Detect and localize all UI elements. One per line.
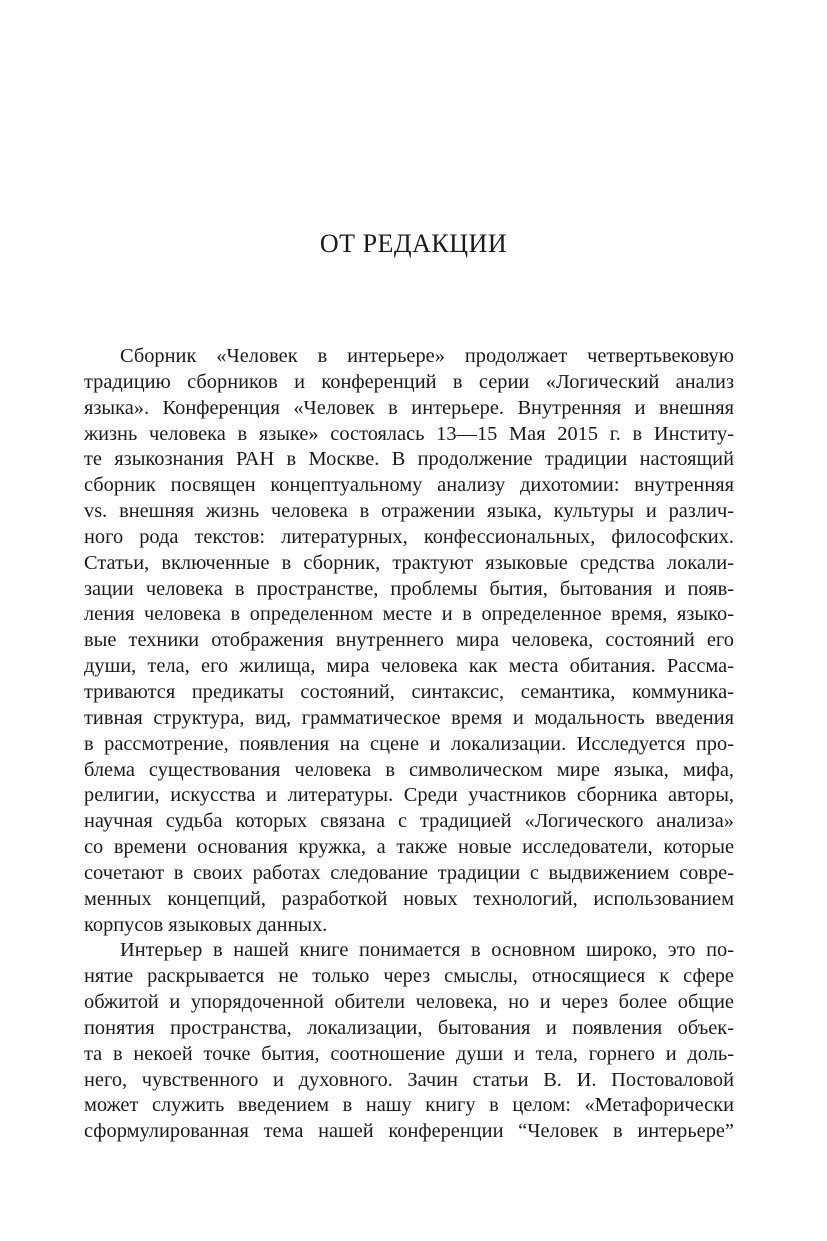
text-line: ного рода текстов: литературных, конфессиональных, философских. [84,525,734,548]
text-line: сборник посвящен концептуальному анализу дихотомии: внутренняя [84,474,734,497]
text-line: та в некоей точке бытия, соотношение души и тела, горнего и доль- [84,1042,734,1065]
text-line: менных концепций, разработкой новых технологий, использованием [84,887,734,910]
page-title: ОТ РЕДАКЦИИ [319,229,508,258]
body-text [84,344,734,1145]
text-line: те языкознания РАН в Москве. В продолжение традиции настоящий [84,448,734,471]
text-line: сформулированная тема нашей конференции “Человек в интерьере” [84,1120,734,1143]
text-line: языка». Конференция «Человек в интерьере. Внутренняя и внешняя [84,396,734,419]
text-line: тивная структура, вид, грамматическое время и модальность введения [84,706,734,729]
text-line: научная судьба которых связана с традицией «Логического анализа» [84,810,734,833]
text-line: корпусов языковых данных. [84,913,328,936]
text-line: ления человека в определенном месте и в определенное время, языко- [84,603,734,626]
text-line: традицию сборников и конференций в серии «Логический анализ [84,370,734,393]
text-line: Сборник «Человек в интерьере» продолжает четвертьвековую [120,345,734,367]
text-line: Статьи, включенные в сборник, трактуют языковые средства локали- [84,551,734,574]
text-line: триваются предикаты состояний, синтаксис, семантика, коммуника- [84,680,734,703]
text-line: в рассмотрение, появления на сцене и локализации. Исследуется про- [84,732,734,755]
text-line: вые техники отображения внутреннего мира человека, состояний его [84,629,734,652]
text-line: зации человека в пространстве, проблемы бытия, бытования и появ- [84,577,734,600]
text-line: понятия пространства, локализации, бытования и появления объек- [84,1016,734,1039]
text-line: со времени основания кружка, а также новые исследователи, которые [84,836,734,859]
paragraph-1 [84,344,734,938]
text-line: религии, искусства и литературы. Среди участников сборника авторы, [84,784,734,807]
text-line: него, чувственного и духовного. Зачин статьи В. И. Постоваловой [84,1068,734,1091]
text-line: сочетают в своих работах следование традиции с выдвижением совре- [84,861,734,884]
text-line: может служить введением в нашу книгу в целом: «Метафорически [84,1094,734,1117]
text-line: блема существования человека в символическом мире языка, мифа, [84,758,734,781]
text-line: vs. внешняя жизнь человека в отражении языка, культуры и различ- [84,500,734,523]
text-line: обжитой и упорядоченной обители человека, но и через более общие [84,991,734,1014]
paragraph-2 [84,938,734,1145]
text-line: нятие раскрывается не только через смыслы, относящиеся к сфере [84,965,734,988]
text-line: жизнь человека в языке» состоялась 13—15 Мая 2015 г. в Институ- [84,422,734,445]
text-line: Интерьер в нашей книге понимается в основном широко, это по- [120,939,734,962]
text-line: души, тела, его жилища, мира человека как места обитания. Рассма- [84,655,734,678]
